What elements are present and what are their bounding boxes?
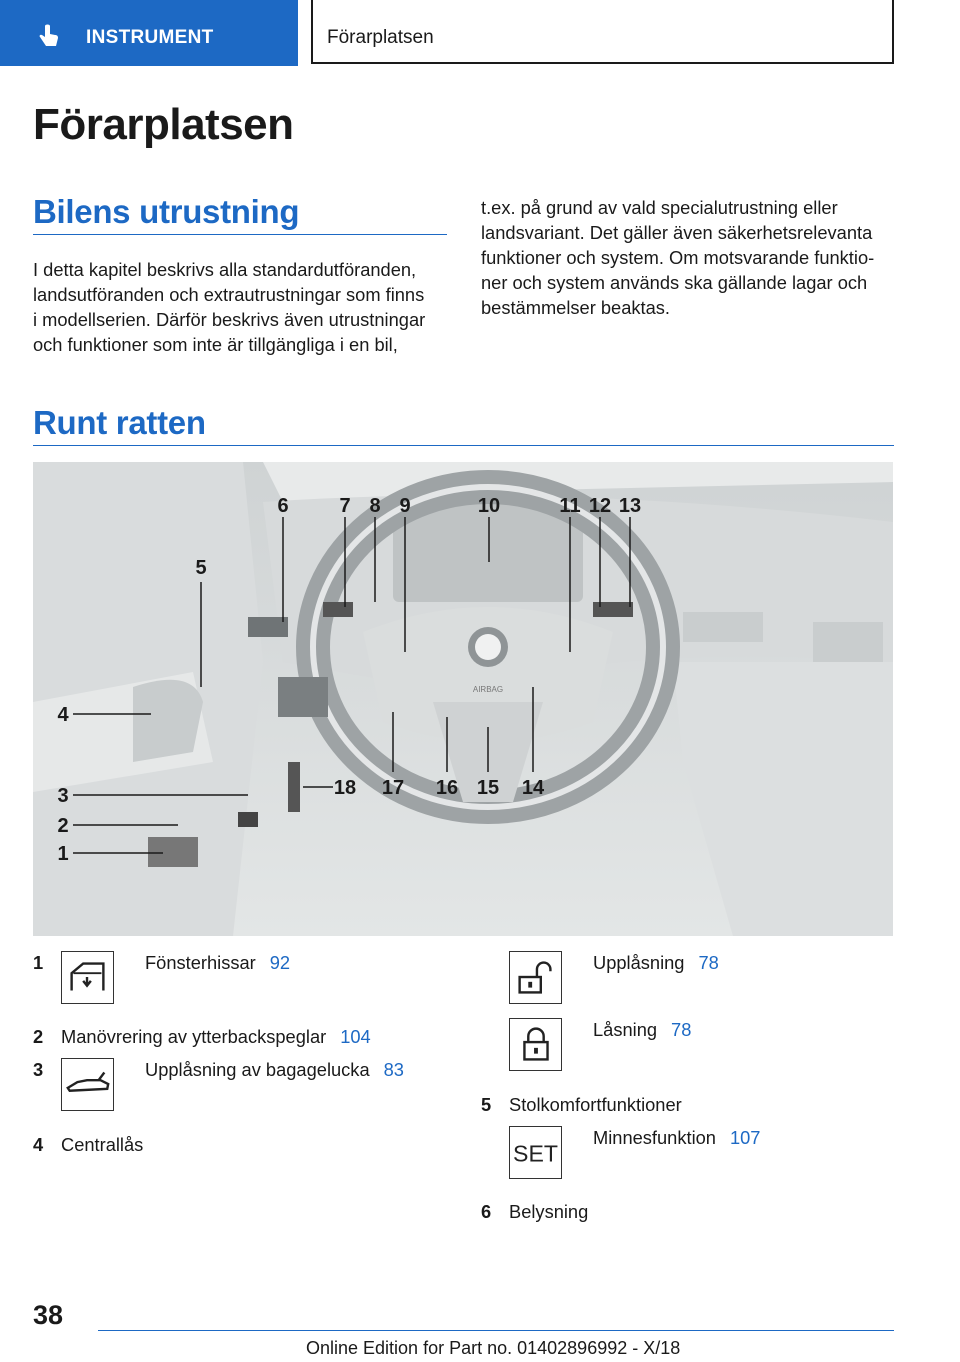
callout-14: 14 — [521, 777, 545, 799]
legend-label: Upplåsning av bagagelucka — [145, 1059, 370, 1080]
legend-item-4 — [33, 1133, 143, 1157]
callout-18: 18 — [333, 777, 357, 799]
text-line: bestämmelser beaktas. — [481, 297, 670, 318]
legend-label: Låsning — [593, 1019, 658, 1040]
text-line: I detta kapitel beskrivs alla standardutföranden, — [33, 259, 417, 280]
chapter-breadcrumb[interactable] — [311, 0, 894, 64]
page-link[interactable]: 107 — [729, 1127, 761, 1148]
intro-paragraph-col2 — [481, 195, 874, 320]
intro-paragraph-col1 — [33, 257, 425, 357]
legend-number: 1 — [33, 952, 44, 973]
text-line: landsutföranden och extrautrustningar som finns — [33, 284, 425, 305]
callout-9: 9 — [399, 495, 411, 517]
legend-number: 6 — [481, 1201, 492, 1222]
page-link[interactable]: 92 — [269, 952, 291, 973]
callout-11: 11 — [559, 495, 581, 517]
legend-label: Fönsterhissar — [145, 952, 256, 973]
legend-text — [593, 1126, 760, 1150]
page-link[interactable]: 78 — [671, 1019, 692, 1040]
section-heading-bilens-utrustning: Bilens utrustning — [33, 193, 300, 230]
legend-label: Minnesfunktion — [593, 1127, 716, 1148]
section-tab[interactable] — [0, 0, 298, 66]
legend-text — [145, 1058, 404, 1082]
callout-16: 16 — [435, 777, 459, 799]
legend-number: 4 — [33, 1134, 44, 1155]
page-link[interactable]: 78 — [698, 952, 719, 973]
set-icon-text: SET — [513, 1140, 558, 1167]
footer-rule — [98, 1330, 894, 1331]
callout-2: 2 — [57, 815, 69, 837]
lock-icon — [509, 1018, 562, 1071]
page-number: 38 — [33, 1300, 64, 1330]
text-line: i modellserien. Därför beskrivs även utrustningar — [33, 309, 426, 330]
text-line: och funktioner som inte är tillgängliga i en bil, — [33, 334, 398, 355]
legend-label: Belysning — [509, 1201, 589, 1222]
callout-7: 7 — [339, 495, 351, 517]
set-icon — [509, 1126, 562, 1179]
legend-item-2 — [33, 1025, 371, 1049]
legend-item-5 — [481, 1093, 682, 1117]
callout-17: 17 — [381, 777, 405, 799]
trunk-icon — [61, 1058, 114, 1111]
callout-12: 12 — [588, 495, 612, 517]
legend-label: Centrallås — [61, 1134, 144, 1155]
legend-number: 2 — [33, 1026, 44, 1047]
callout-10: 10 — [477, 495, 501, 517]
text-line: landsvariant. Det gäller även säkerhetsrelevanta — [481, 222, 873, 243]
heading-rule — [33, 234, 447, 235]
hand-pointer-icon — [36, 24, 62, 50]
callout-1: 1 — [57, 843, 69, 865]
legend-item-6 — [481, 1200, 588, 1224]
legend-label: Manövrering av ytterbackspeglar — [61, 1026, 327, 1047]
legend-label: Stolkomfortfunktioner — [509, 1094, 682, 1115]
callout-6: 6 — [277, 495, 289, 517]
text-line: t.ex. på grund av vald specialutrustning eller — [481, 197, 838, 218]
legend-number: 5 — [481, 1094, 492, 1115]
section-label: INSTRUMENT — [86, 27, 214, 48]
callout-15: 15 — [476, 777, 500, 799]
callout-5: 5 — [195, 557, 207, 579]
section-heading-runt-ratten: Runt ratten — [33, 404, 206, 441]
footer-edition: Online Edition for Part no. 01402896992 - X/18 — [306, 1338, 681, 1358]
callout-4: 4 — [57, 704, 69, 726]
text-line: ner och system används ska gällande lagar och — [481, 272, 868, 293]
legend-text — [593, 1018, 691, 1042]
page-title: Förarplatsen — [33, 100, 294, 149]
page-link[interactable]: 104 — [340, 1026, 371, 1047]
unlock-icon — [509, 951, 562, 1004]
cockpit-illustration — [33, 462, 893, 936]
callout-13: 13 — [618, 495, 642, 517]
callout-8: 8 — [369, 495, 381, 517]
chapter-label: Förarplatsen — [327, 27, 434, 48]
legend-text — [145, 951, 290, 975]
heading-rule — [33, 445, 894, 446]
callout-3: 3 — [57, 785, 69, 807]
page-link[interactable]: 83 — [383, 1059, 404, 1080]
window-lift-icon — [61, 951, 114, 1004]
text-line: funktioner och system. Om motsvarande funktio- — [481, 247, 875, 268]
legend-text — [593, 951, 719, 975]
legend-label: Upplåsning — [593, 952, 685, 973]
legend-number: 3 — [33, 1059, 44, 1080]
airbag-text: AIRBAG — [472, 685, 504, 694]
